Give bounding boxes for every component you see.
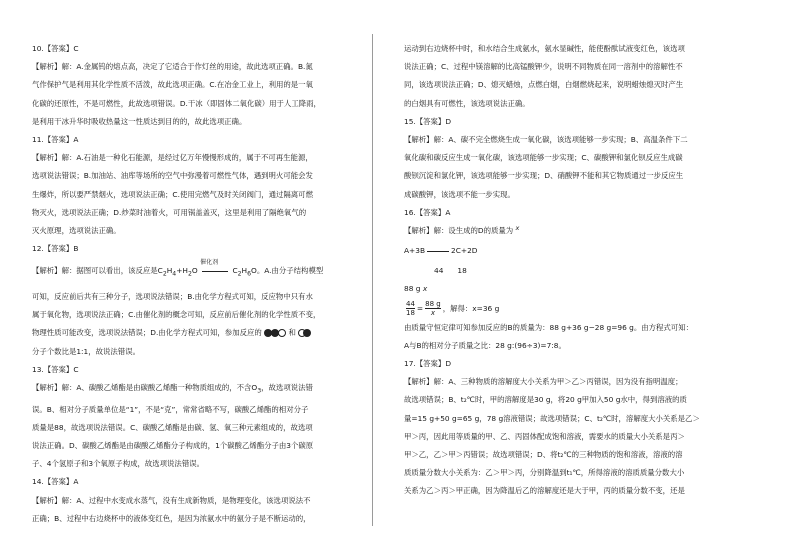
q10-line: 化碳的还原性，不是可燃性，此故选项错误。D.干冰（即固体二氧化碳）用于人工降雨， — [32, 98, 321, 108]
q14-line: 正确；B、过程中右边烧杯中的液体变红色，是因为浓氨水中的氨分子是不断运动的， — [32, 513, 311, 523]
q16-mass-ratio: 44 18 — [434, 266, 467, 276]
q17-line: 故选项错误；B、t₂℃时，甲的溶解度是30 g，将20 g甲加入50 g水中，得到溶液的质 — [404, 395, 687, 405]
q11-line: 选项说法错误；B.加油站、油库等场所的空气中弥漫着可燃性气体，遇到明火可能会发 — [32, 171, 313, 181]
ethylene-molecule-icon — [264, 328, 286, 338]
q17-line: 关系为乙＞丙＞甲正确，因为降温后乙的溶解度还是大于甲，丙的质量分数不变，还是 — [404, 486, 685, 496]
q12-line: 可知，反应前后共有三种分子，选项说法错误；B.由化学方程式可知，反应物中只有水 — [32, 291, 313, 301]
q16-line: A与B的相对分子质量之比：28 g:(96÷3)=7:8。 — [404, 340, 566, 350]
q16-line: 由质量守恒定律可知参加反应的B的质量为：88 g+36 g−28 g=96 g。由方程式可知： — [404, 322, 693, 332]
q13-line: 说法正确。D、碳酸乙烯酯是由碳酸乙烯酯分子构成的，1个碳酸乙烯酯分子由3个碳原 — [32, 441, 314, 450]
q17-line: 甲＞丙，因此用等质量的甲、乙、丙固体配成饱和溶液，需要水的质量大小关系是丙＞ — [404, 431, 685, 441]
q11-line: 【解析】解：A.石油是一种化石能源，是经过亿万年慢慢形成的，属于不可再生能源， — [32, 153, 313, 163]
water-molecule-icon — [298, 328, 312, 338]
q10-line: 气作保护气是利用其化学性质不活泼，故此选项正确。C.在冶金工业上，利用的是一氧 — [32, 80, 313, 90]
q12-line: 分子个数比是1:1，故说法错误。 — [32, 346, 140, 356]
q14-line: 说法正确；C、过程中镁溶解的比高锰酸钾少，说明不同物质在同一溶剂中的溶解性不 — [404, 62, 683, 72]
q15-line: 氧化碳和碳反应生成一氧化碳，该选项能够一步实现；C、碳酸钾和氯化钡反应生成碳 — [404, 153, 683, 163]
q11-line: 生爆炸，所以要严禁烟火，选项说法正确；C.使用完燃气及时关闭阀门，通过隔离可燃 — [32, 189, 313, 199]
q13-answer: 13.【答案】C — [32, 364, 79, 374]
q11-line: 灭火原理，选项说法正确。 — [32, 226, 121, 236]
q16-mass-values: 88 g x — [404, 284, 428, 294]
q15-line: 成碳酸钾，该选项不能一步实现。 — [404, 189, 515, 199]
q11-line: 物灭火，选项说法正确；D.炒菜时油着火，可用锅盖盖灭，这里是利用了隔绝氧气的 — [32, 207, 307, 217]
q15-answer: 15.【答案】D — [404, 116, 452, 126]
catalyst-arrow: 催化剂 — [200, 258, 230, 284]
q17-line: 甲＞乙，乙＞甲＞丙错误；故选项错误；D、将t₂℃的三种物质的饱和溶液，溶液的溶 — [404, 450, 683, 460]
q11-answer: 11.【答案】A — [32, 135, 79, 145]
q15-line: 酸钡沉淀和氯化钾，该选项能够一步实现；D、硝酸钾不能和其它物质通过一步反应生 — [404, 171, 684, 181]
q14-line: 【解析】解：A、过程中水变成水蒸气，没有生成新物质，是物理变化，该选项说法不 — [32, 495, 311, 505]
q14-line: 运动到右边烧杯中时，和水结合生成氨水，氨水显碱性，能使酚酞试液变红色，该选项 — [404, 44, 685, 53]
q10-answer: 10.【答案】C — [32, 44, 79, 53]
q17-line: 【解析】解：A、三种物质的溶解度大小关系为甲＞乙＞丙错误，因为没有指明温度； — [404, 377, 683, 387]
q16-line: 【解析】解：设生成的D的质量为 x — [404, 224, 520, 236]
q16-answer: 16.【答案】A — [404, 207, 451, 217]
right-column — [404, 40, 736, 501]
q14-answer: 14.【答案】A — [32, 477, 79, 487]
q14-line: 的白烟具有可燃性，该选项说法正确。 — [404, 98, 530, 108]
q13-line: 质量是88，故选项说法错误。C、碳酸乙烯酯是由碳、氢、氧三种元素组成的，故选项 — [32, 422, 313, 432]
q16-proportion: $\frac{44}{18}$ = $\frac{88 g}{x}$ ，解得：x=36 g — [406, 300, 500, 318]
q16-equation: A+3B 2C+2D — [404, 246, 478, 256]
q13-line: 【解析】解：A、碳酸乙烯酯是由碳酸乙烯酯一种物质组成的，不含$O_3$，故选项说法错 — [32, 382, 313, 395]
q17-answer: 17.【答案】D — [404, 359, 452, 369]
q14-line: 同，该选项说法正确；D、熄灭蜡烛，点燃白烟，白烟燃烧起来，说明蜡烛熄灭时产生 — [404, 80, 684, 90]
q10-line: 是利用干冰升华时吸收热量这一性质达到目的的，故此选项正确。 — [32, 116, 247, 126]
q12-line: 属于氧化物，选项说法正确；C.由催化剂的概念可知，反应前后催化剂的化学性质不变， — [32, 310, 321, 320]
left-column — [32, 40, 356, 528]
q12-equation-line: 【解析】解：据图可以看出，该反应是$C_2H_4+H_2O$ 催化剂 $C_2H_6O$。A.由分子结构模型 — [32, 258, 356, 287]
q15-line: 【解析】解：A、碳不完全燃烧生成一氧化碳，该选项能够一步实现；B、高温条件下二 — [404, 135, 688, 145]
q12-line: 物理性质可能改变，选项说法错误；D.由化学方程式可知，参加反应的 和 — [32, 324, 356, 342]
q12-answer: 12.【答案】B — [32, 244, 79, 254]
q13-line: 子、4个氢原子和3个氧原子构成，故选项说法错误。 — [32, 459, 205, 469]
q17-line: 量=15 g+50 g=65 g，78 g溶液错误；故选项错误；C、t₂℃时，溶解度大小关系是乙＞ — [404, 413, 700, 423]
q13-line: 误。B、相对分子质量单位是“1”，不是“克”，常常省略不写，碳酸乙烯酯的相对分子 — [32, 404, 309, 414]
q17-line: 质质量分数大小关系为：乙＞甲＞丙，分别降温到t₁℃，所得溶液的溶质质量分数大小 — [404, 468, 685, 478]
q10-line: 【解析】解：A.金属钨的熔点高，决定了它适合于作灯丝的用途，故此选项正确。B.氮 — [32, 62, 313, 72]
equals-arrow — [427, 251, 449, 252]
column-divider — [372, 34, 373, 526]
